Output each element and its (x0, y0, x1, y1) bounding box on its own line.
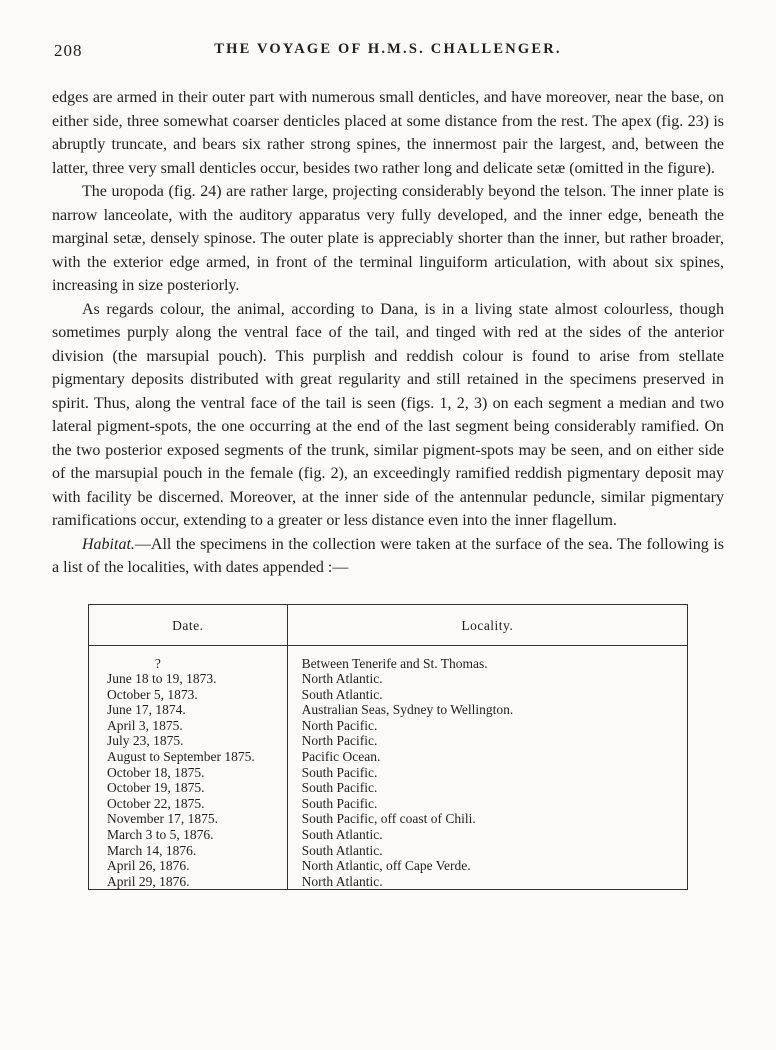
date-cell: November 17, 1875. (89, 811, 288, 827)
date-cell: April 3, 1875. (89, 718, 288, 734)
date-cell: March 14, 1876. (89, 843, 288, 859)
date-cell: June 18 to 19, 1873. (89, 671, 288, 687)
table-row (89, 645, 688, 671)
locality-table (88, 604, 688, 891)
locality-cell: South Pacific. (301, 764, 378, 780)
locality-column-header: Locality. (287, 604, 687, 645)
date-cell: October 22, 1875. (89, 796, 288, 812)
locality-cell: South Pacific. (301, 780, 378, 796)
habitat-text: —All the specimens in the collection were taken at the surface of the sea. The following is a list of the localities, with dates appended :— (52, 535, 724, 576)
locality-cell: Australian Seas, Sydney to Wellington. (301, 702, 514, 718)
table-row (89, 780, 688, 796)
page-number: 208 (54, 41, 83, 60)
locality-cell: South Pacific, off coast of Chili. (301, 811, 476, 827)
date-cell: April 26, 1876. (89, 858, 288, 874)
table-row (89, 765, 688, 781)
date-cell: October 19, 1875. (89, 780, 288, 796)
paragraph-denticles: edges are armed in their outer part with numerous small denticles, and have moreover, near the base, on either side, three somewhat coarser denticles placed at some distance from the rest. The apex (fig. 23) is abruptly truncate, and bears six rather strong spines, the innermost pair the largest, and, between the latter, three very small denticles occur, besides two rather long and delicate setæ (omitted in the figure). (52, 89, 724, 177)
table-row (89, 796, 688, 812)
paragraph-uropoda: The uropoda (fig. 24) are rather large, projecting considerably beyond the telson. The inner plate is narrow lanceolate, with the auditory apparatus very fully developed, and the inner edge, beneath the marginal setæ, densely spinose. The outer plate is appreciably shorter than the inner, but rather broader, with the exterior edge armed, in front of the terminal linguiform articulation, with about six spines, increasing in size posteriorly. (52, 183, 724, 294)
page-header (52, 40, 724, 64)
locality-cell: Pacific Ocean. (301, 749, 381, 765)
table-row (89, 718, 688, 734)
table-row (89, 827, 688, 843)
date-cell: April 29, 1876. (89, 874, 288, 890)
table-row (89, 687, 688, 703)
table-row (89, 733, 688, 749)
table-row (89, 702, 688, 718)
habitat-label: Habitat. (82, 535, 135, 553)
table-row (89, 671, 688, 687)
running-title: THE VOYAGE OF H.M.S. CHALLENGER. (214, 41, 562, 57)
table-row (89, 858, 688, 874)
date-cell: March 3 to 5, 1876. (89, 827, 288, 843)
body-text (52, 86, 724, 580)
locality-cell: South Atlantic. (301, 827, 383, 843)
locality-cell: North Pacific. (301, 717, 378, 733)
date-column-header: Date. (89, 604, 288, 645)
locality-cell: Between Tenerife and St. Thomas. (301, 655, 488, 671)
locality-cell: North Atlantic. (301, 671, 383, 687)
date-cell: ? (89, 645, 288, 671)
date-cell: October 18, 1875. (89, 765, 288, 781)
date-cell: August to September 1875. (89, 749, 288, 765)
locality-cell: North Pacific. (301, 733, 378, 749)
locality-cell: South Pacific. (301, 795, 378, 811)
date-cell: June 17, 1874. (89, 702, 288, 718)
locality-cell: North Atlantic, off Cape Verde. (301, 858, 471, 874)
table-row (89, 843, 688, 859)
date-cell: October 5, 1873. (89, 687, 288, 703)
table-row (89, 749, 688, 765)
locality-cell: South Atlantic. (301, 686, 383, 702)
paragraph-colour: As regards colour, the animal, according to Dana, is in a living state almost colourless, though sometimes purply along the ventral face of the tail, and tinged with red at the sides of the anterior division (the marsupial pouch). This purplish and reddish colour is found to arise from stellate pigmentary deposits distributed with great regularity and still retained in the specimens preserved in spirit. Thus, along the ventral face of the tail is seen (figs. 1, 2, 3) on each segment a median and two lateral pigment-spots, the one occurring at the end of the last segment being considerably ramified. On the two posterior exposed segments of the trunk, similar pigment-spots may be seen, and on either side of the marsupial pouch in the female (fig. 2), an exceedingly ramified reddish pigmentary deposit may with facility be discerned. Moreover, at the inner side of the antennular peduncle, similar pigmentary ramifications occur, extending to a greater or less distance even into the inner flagellum. (52, 300, 724, 529)
paragraph-habitat (52, 533, 724, 580)
locality-cell: North Atlantic. (301, 873, 383, 889)
table-row (89, 874, 688, 890)
locality-table-body (89, 645, 688, 890)
locality-table-head (89, 604, 688, 645)
table-row (89, 811, 688, 827)
locality-cell: South Atlantic. (301, 842, 383, 858)
date-cell: July 23, 1875. (89, 733, 288, 749)
header-row (89, 604, 688, 645)
